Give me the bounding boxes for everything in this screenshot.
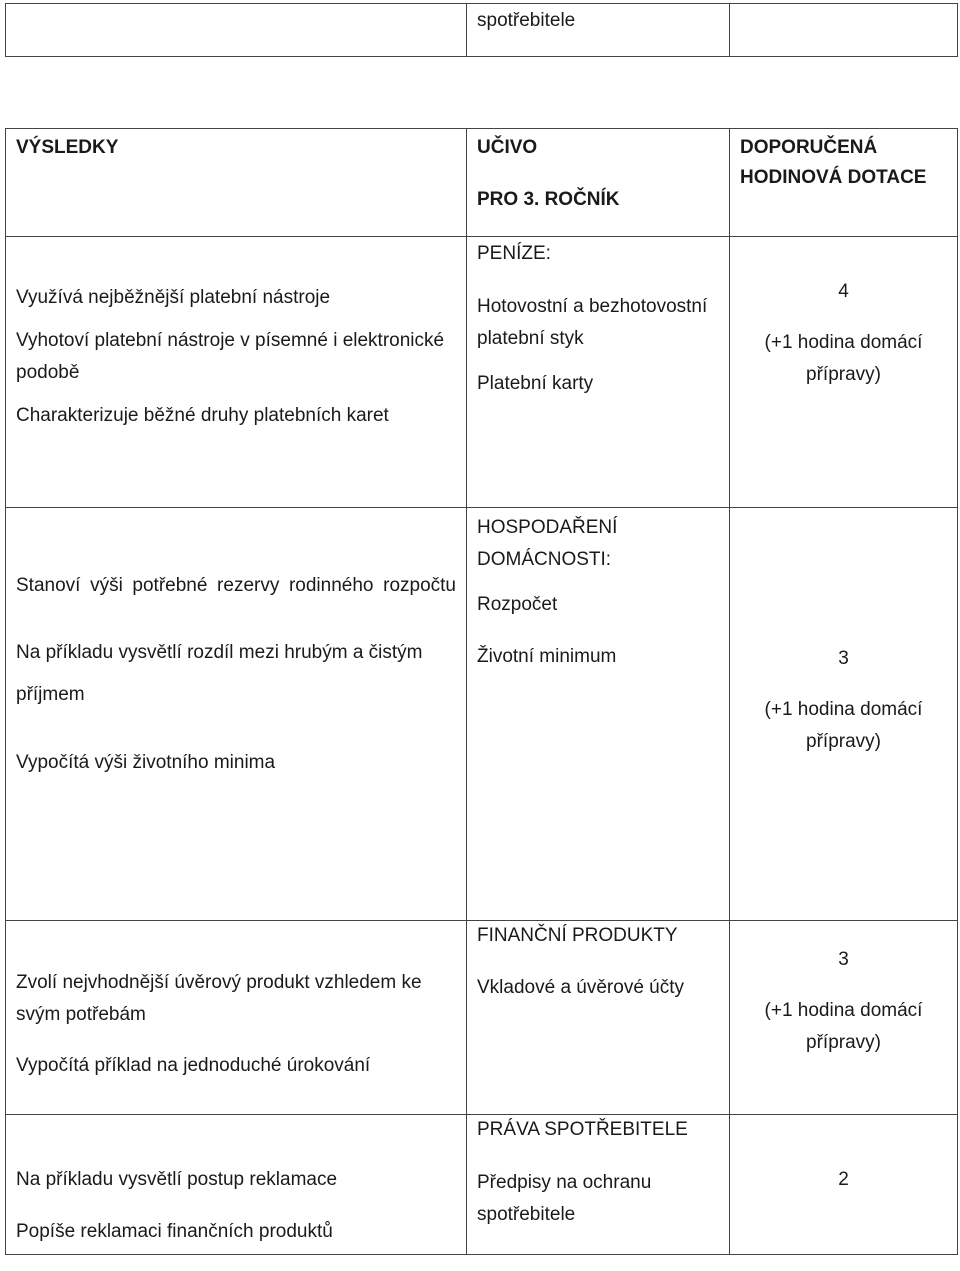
header-hours: [730, 129, 958, 237]
fragment-text: spotřebitele: [477, 10, 576, 31]
row-financial-products: [6, 921, 958, 1115]
result-item: Vypočítá výši životního minima: [16, 752, 276, 773]
result-item: Vyhotoví platební nástroje v písemné i elektronické podobě: [16, 330, 445, 383]
header-row: [6, 129, 958, 237]
topic-item: Životní minimum: [477, 646, 617, 667]
header-hours-line1: DOPORUČENÁ: [740, 137, 878, 158]
result-item: Na příkladu vysvětlí rozdíl mezi hrubým a čistým příjmem: [16, 642, 423, 705]
row-financial-hours: [730, 921, 958, 1115]
topic-item: Vkladové a úvěrové účty: [477, 977, 685, 998]
header-hours-line2: HODINOVÁ DOTACE: [740, 167, 927, 188]
result-item: Zvolí nejvhodnější úvěrový produkt vzhledem ke svým potřebám: [16, 972, 422, 1025]
row-consumer-hours: [730, 1115, 958, 1255]
row-household-results: [6, 508, 467, 921]
hours-note: (+1 hodina domácí přípravy): [764, 332, 923, 385]
row-household-topic: [467, 508, 730, 921]
header-topic: [467, 129, 730, 237]
hours-value: 2: [838, 1169, 849, 1190]
row-money-hours: [730, 237, 958, 508]
row-money: [6, 237, 958, 508]
result-item: Na příkladu vysvětlí postup reklamace: [16, 1169, 338, 1190]
header-results-label: VÝSLEDKY: [16, 137, 119, 158]
hours-value: 3: [838, 949, 849, 970]
curriculum-table: [5, 128, 958, 1255]
topic-heading: PRÁVA SPOTŘEBITELE: [477, 1119, 688, 1140]
topic-item: Předpisy na ochranu spotřebitele: [477, 1172, 652, 1225]
result-item: Vypočítá příklad na jednoduché úrokování: [16, 1055, 371, 1076]
row-household-hours: [730, 508, 958, 921]
result-item: Stanoví výši potřebné rezervy rodinného rozpočtu: [16, 575, 456, 596]
topic-heading: PENÍZE:: [477, 243, 551, 264]
result-item: Popíše reklamaci finančních produktů: [16, 1221, 333, 1242]
hours-value: 4: [838, 281, 849, 302]
topic-item: Hotovostní a bezhotovostní platební styk: [477, 296, 708, 349]
hours-note: (+1 hodina domácí přípravy): [764, 1000, 923, 1053]
fragment-cell-empty: [6, 4, 467, 57]
top-fragment-table: [5, 3, 958, 57]
result-item: Charakterizuje běžné druhy platebních karet: [16, 405, 389, 426]
hours-value: 3: [838, 648, 849, 669]
topic-heading: FINANČNÍ PRODUKTY: [477, 925, 678, 946]
topic-item: Rozpočet: [477, 594, 558, 615]
header-results: [6, 129, 467, 237]
row-household: [6, 508, 958, 921]
row-consumer-topic: [467, 1115, 730, 1255]
row-consumer-results: [6, 1115, 467, 1255]
header-topic-line1: UČIVO: [477, 137, 538, 158]
row-money-topic: [467, 237, 730, 508]
row-consumer-rights: [6, 1115, 958, 1255]
topic-item: Platební karty: [477, 373, 594, 394]
hours-note: (+1 hodina domácí přípravy): [764, 699, 923, 752]
result-item: Využívá nejběžnější platební nástroje: [16, 287, 331, 308]
topic-heading: HOSPODAŘENÍ DOMÁCNOSTI:: [477, 517, 618, 570]
header-topic-line2: PRO 3. ROČNÍK: [477, 189, 620, 210]
row-money-results: [6, 237, 467, 508]
row-financial-results: [6, 921, 467, 1115]
fragment-cell-empty-2: [730, 4, 958, 57]
row-financial-topic: [467, 921, 730, 1115]
fragment-cell-topic: [467, 4, 730, 57]
